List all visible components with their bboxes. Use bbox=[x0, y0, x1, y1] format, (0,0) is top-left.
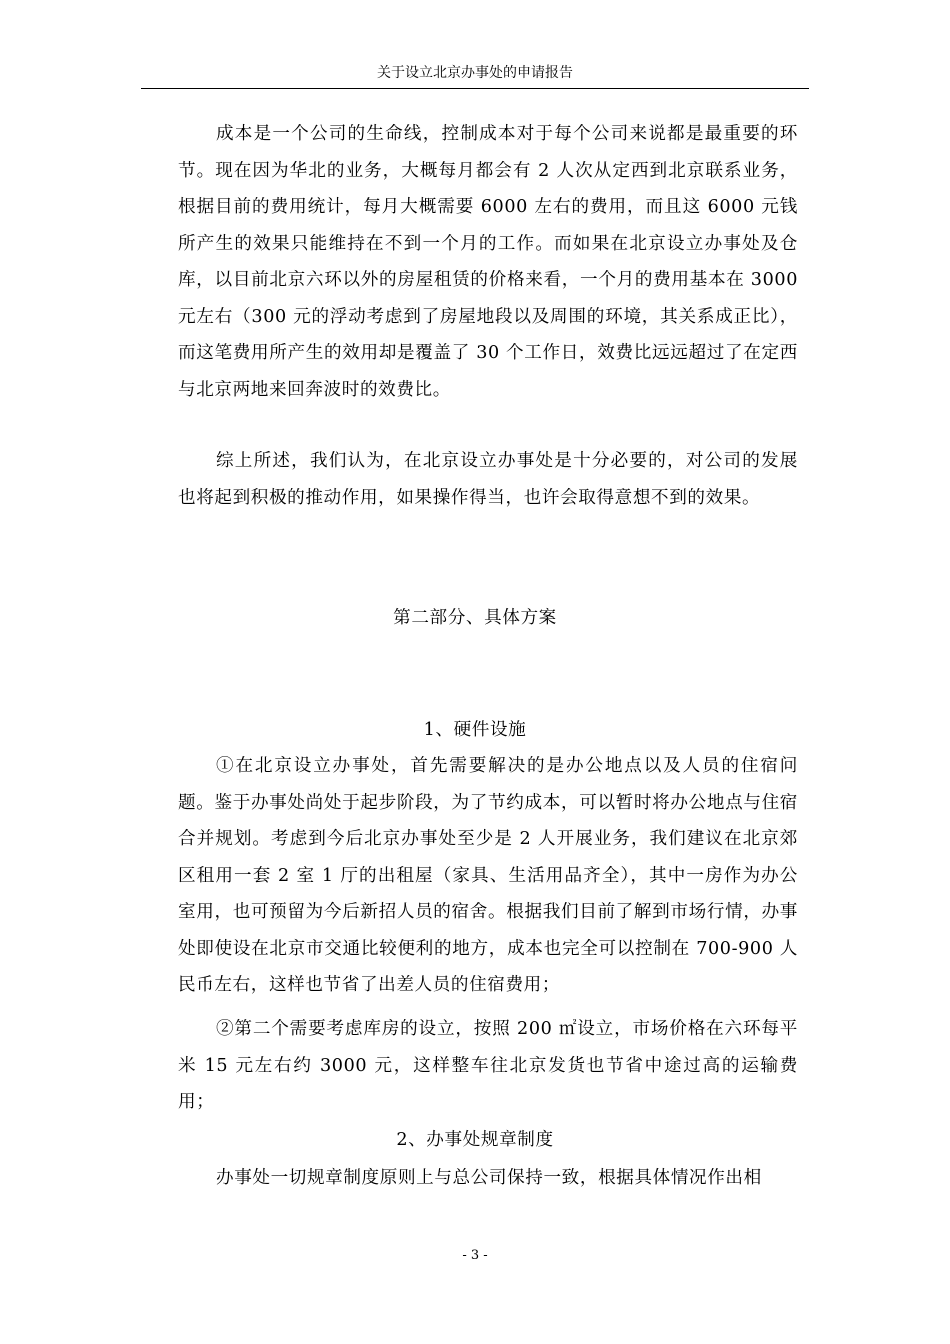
hardware-item-2: ②第二个需要考虑库房的设立，按照 200 ㎡设立，市场价格在六环每平米 15 元左右约 3000 元，这样整车往北京发货也节省中途过高的运输费用； bbox=[178, 1019, 798, 1112]
part-two-title: 第二部分、具体方案 bbox=[393, 608, 557, 628]
rules-paragraph: 办事处一切规章制度原则上与总公司保持一致，根据具体情况作出相 bbox=[216, 1168, 762, 1188]
summary-paragraph: 综上所述，我们认为，在北京设立办事处是十分必要的，对公司的发展也将起到积极的推动作用，如果操作得当，也许会取得意想不到的效果。 bbox=[178, 451, 798, 508]
hardware-item-1: ①在北京设立办事处，首先需要解决的是办公地点以及人员的住宿问题。鉴于办事处尚处于起步阶段，为了节约成本，可以暂时将办公地点与住宿合并规划。考虑到今后北京办事处至少是 2 人开展业务，我们建议在北京郊区租用一套 2 室 1 厅的出租屋（家具、生活用品齐全），其中一房作为办公室用，也可预留为今后新招人员的宿舍。根据我们目前了解到市场行情，办事处即使设在北京市交通比较便利的地方，成本也完全可以控制在 700-900 人民币左右，这样也节省了出差人员的住宿费用； bbox=[178, 756, 798, 995]
hardware-heading: 1、硬件设施 bbox=[423, 720, 527, 740]
cost-paragraph: 成本是一个公司的生命线，控制成本对于每个公司来说都是最重要的环节。现在因为华北的业务，大概每月都会有 2 人次从定西到北京联系业务，根据目前的费用统计，每月大概需要 6000 左右的费用，而且这 6000 元钱所产生的效果只能维持在不到一个月的工作。而如果在北京设立办事处及仓库，以目前北京六环以外的房屋租赁的价格来看，一个月的费用基本在 3000 元左右（300 元的浮动考虑到了房屋地段以及周围的环境，其关系成正比），而这笔费用所产生的效用却是覆盖了 30 个工作日，效费比远远超过了在定西与北京两地来回奔波时的效费比。 bbox=[178, 124, 798, 400]
page-header bbox=[141, 62, 809, 89]
header-title: 关于设立北京办事处的申请报告 bbox=[377, 65, 573, 81]
page-number: - 3 - bbox=[462, 1248, 488, 1263]
rules-heading: 2、办事处规章制度 bbox=[396, 1130, 554, 1150]
